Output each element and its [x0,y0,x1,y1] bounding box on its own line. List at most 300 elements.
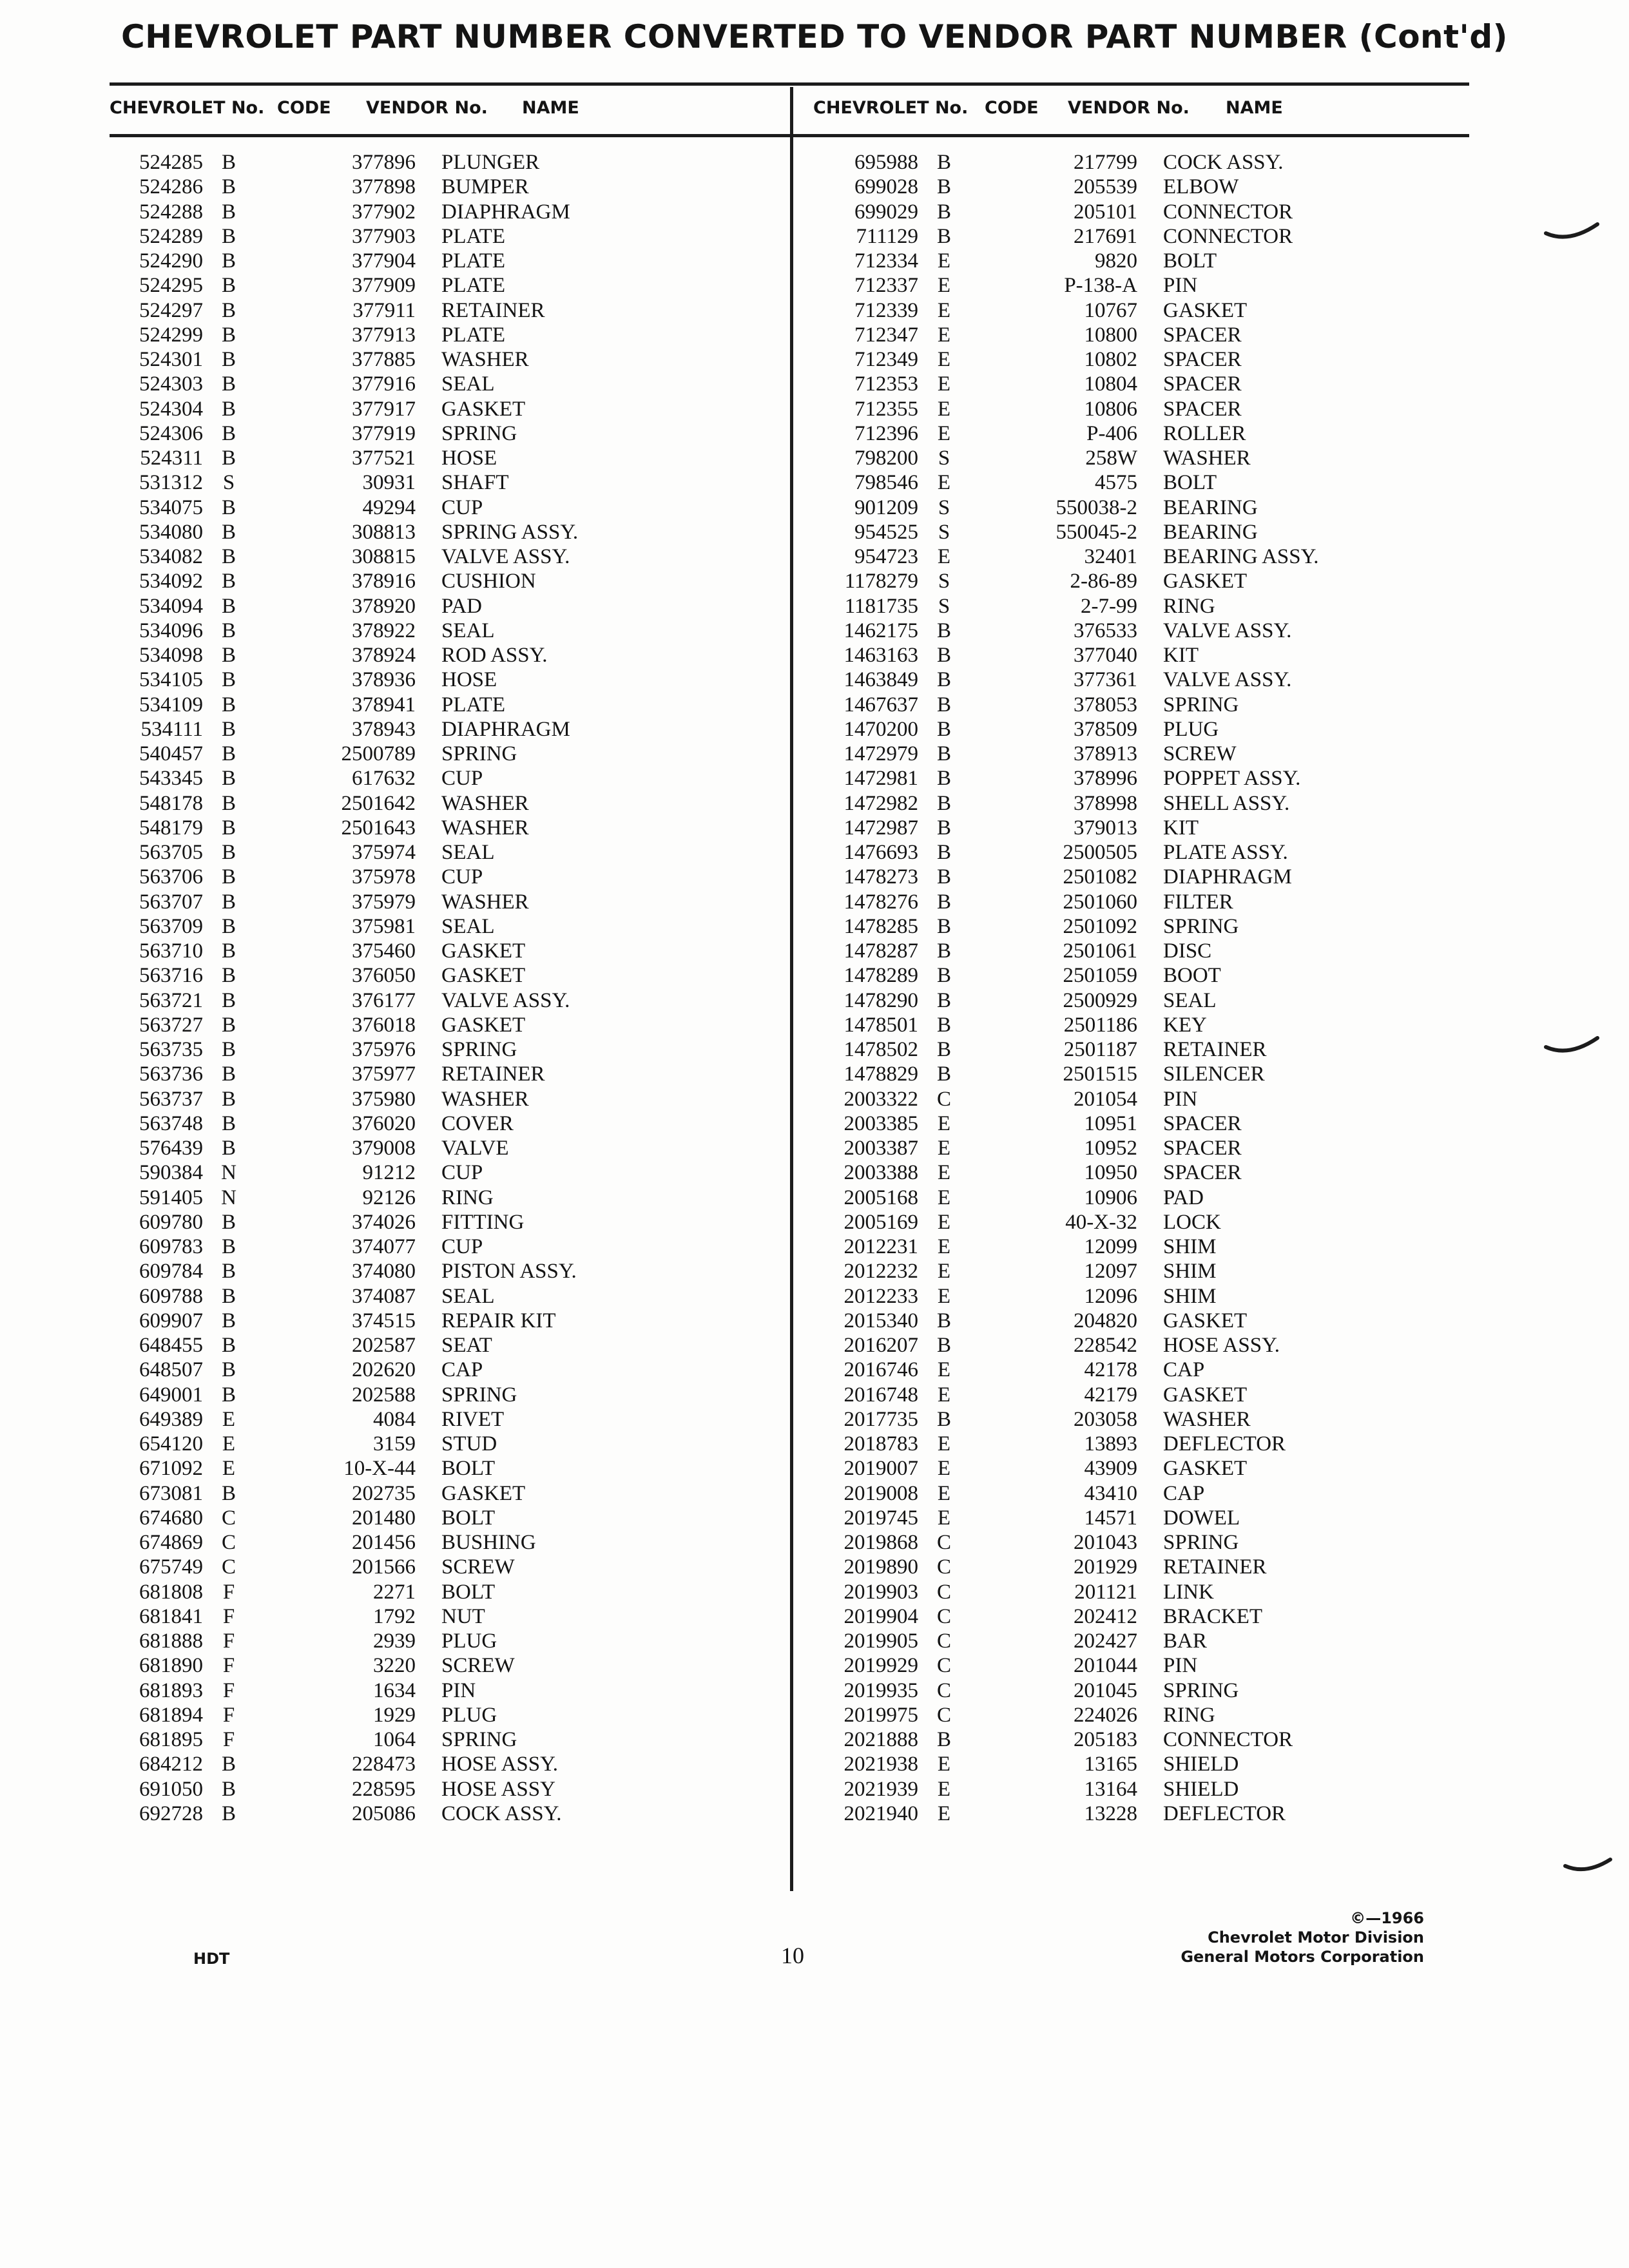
code-cell: N [221,1161,236,1185]
vendor-number: 49294 [362,495,416,519]
vendor-number: 13164 [1084,1777,1137,1801]
vendor-number: 375978 [352,865,416,889]
code-cell: B [221,175,236,199]
chevrolet-number: 649001 [139,1383,203,1407]
code-cell: E [937,249,951,273]
chevrolet-number: 1472987 [843,816,918,840]
code-cell: E [937,1383,951,1407]
part-name: WASHER [441,791,529,815]
chevrolet-number: 699029 [854,200,918,224]
chevrolet-number: 695988 [854,151,918,174]
part-name: ELBOW [1163,175,1239,199]
part-name: PLATE [441,224,505,248]
chevrolet-number: 1462175 [843,619,918,642]
chevrolet-number: 534080 [139,520,203,544]
header-vendor-no: VENDOR No. [1068,98,1190,118]
vendor-number: 374077 [352,1235,416,1258]
part-name: RETAINER [1163,1038,1267,1061]
chevrolet-number: 2019008 [843,1481,918,1505]
part-name: COCK ASSY. [1163,151,1284,174]
vendor-number: 377898 [352,175,416,199]
vendor-number: 378920 [352,594,416,618]
vendor-number: 228595 [352,1777,416,1801]
part-name: SEAL [441,372,495,396]
part-name: SEAL [1163,988,1217,1012]
code-cell: E [937,545,951,568]
part-name: WASHER [441,816,529,840]
vendor-number: 2501642 [341,791,416,815]
vendor-number: 201456 [352,1531,416,1554]
code-cell: C [936,1703,951,1727]
vendor-number: 2271 [373,1580,416,1604]
chevrolet-number: 2016748 [843,1383,918,1407]
part-name: DISC [1163,939,1212,963]
code-cell: C [936,1604,951,1628]
vendor-number: 2501060 [1063,890,1137,914]
part-name: HOSE ASSY [441,1777,555,1801]
code-cell: B [936,865,951,889]
chevrolet-number: 901209 [854,495,918,519]
vendor-number: 258W [1085,447,1137,470]
code-cell: B [221,421,236,445]
part-name: PIN [1163,1654,1198,1678]
part-name: PLUG [1163,717,1219,741]
part-name: DOWEL [1163,1506,1240,1530]
vendor-number: 228542 [1074,1334,1137,1357]
vendor-number: 378913 [1074,742,1137,765]
code-cell: B [936,1334,951,1357]
chevrolet-number: 2003385 [843,1111,918,1135]
vendor-number: 2500789 [341,742,416,765]
code-cell: E [937,1111,951,1135]
vendor-number: 13893 [1084,1432,1137,1456]
code-cell: E [937,274,951,298]
part-name: SEAT [441,1334,492,1357]
chevrolet-number: 1178279 [844,570,918,593]
part-name: FILTER [1163,890,1233,914]
chevrolet-number: 543345 [139,767,203,791]
code-cell: E [937,1432,951,1456]
part-name: CAP [1163,1481,1205,1505]
chevrolet-number: 524301 [139,348,203,371]
part-name: SHIM [1163,1284,1217,1308]
chevrolet-number: 712349 [854,348,918,371]
part-name: SPRING [1163,1678,1239,1702]
vendor-number: 202620 [352,1358,416,1382]
vendor-number: 217691 [1074,224,1137,248]
part-name: BOLT [1163,249,1217,273]
vendor-number: 202588 [352,1383,416,1407]
code-cell: N [221,1186,236,1209]
chevrolet-number: 524303 [139,372,203,396]
vendor-number: 40-X-32 [1065,1210,1137,1234]
chevrolet-number: 681888 [139,1629,203,1653]
code-cell: B [221,939,236,963]
chevrolet-number: 681894 [139,1703,203,1727]
chevrolet-number: 2015340 [843,1309,918,1332]
part-name: CUSHION [441,570,536,593]
chevrolet-number: 524304 [139,397,203,421]
chevrolet-number: 712337 [854,274,918,298]
code-cell: E [937,1506,951,1530]
chevrolet-number: 524311 [140,447,203,470]
code-cell: C [221,1506,236,1530]
part-name: RING [1163,1703,1215,1727]
chevrolet-number: 1478289 [843,964,918,988]
part-name: SHAFT [441,471,509,495]
part-name: RETAINER [441,1062,545,1086]
code-cell: B [221,397,236,421]
chevrolet-number: 681895 [139,1728,203,1751]
chevrolet-number: 609907 [139,1309,203,1332]
part-name: BUMPER [441,175,529,199]
part-name: BOOT [1163,964,1221,988]
part-name: GASKET [1163,570,1248,593]
chevrolet-number: 649389 [139,1407,203,1431]
part-name: BOLT [441,1580,496,1604]
vendor-number: 378509 [1074,717,1137,741]
part-name: SPRING [1163,693,1239,716]
vendor-number: 91212 [362,1161,416,1185]
vendor-number: 201566 [352,1555,416,1579]
chevrolet-number: 2019975 [843,1703,918,1727]
part-name: SCREW [441,1654,515,1678]
vendor-number: 204820 [1074,1309,1137,1332]
chevrolet-number: 563735 [139,1038,203,1061]
code-cell: F [222,1604,235,1628]
code-cell: B [221,742,236,765]
vendor-number: 2-7-99 [1081,594,1137,618]
code-cell: E [937,1753,951,1776]
vendor-number: 377040 [1074,644,1137,667]
code-cell: C [936,1531,951,1554]
vendor-number: 2500505 [1063,841,1137,864]
vendor-number: 2-86-89 [1070,570,1137,593]
vendor-number: 376050 [352,964,416,988]
part-name: SPRING [441,421,517,445]
chevrolet-number: 681841 [139,1604,203,1628]
chevrolet-number: 712396 [854,421,918,445]
vendor-number: P-406 [1086,421,1137,445]
chevrolet-number: 534075 [139,495,203,519]
part-name: RETAINER [1163,1555,1267,1579]
vendor-number: 377896 [352,151,416,174]
code-cell: S [938,495,950,519]
part-name: PLATE [441,323,505,347]
vendor-number: 1792 [373,1604,416,1628]
vendor-number: 201121 [1074,1580,1137,1604]
chevrolet-number: 1478285 [843,914,918,938]
part-name: LOCK [1163,1210,1221,1234]
code-cell: B [221,964,236,988]
part-name: VALVE ASSY. [1163,619,1292,642]
header-vendor-no: VENDOR No. [366,98,488,118]
chevrolet-number: 1472981 [843,767,918,791]
chevrolet-number: 712339 [854,298,918,322]
chevrolet-number: 648507 [139,1358,203,1382]
vendor-number: 202412 [1074,1604,1137,1628]
vendor-number: 374080 [352,1260,416,1283]
chevrolet-number: 534082 [139,545,203,568]
code-cell: E [937,1284,951,1308]
vendor-number: 202587 [352,1334,416,1357]
vendor-number: 224026 [1074,1703,1137,1727]
code-cell: B [221,520,236,544]
vendor-number: 2501187 [1063,1038,1137,1061]
code-cell: B [936,791,951,815]
code-cell: B [221,348,236,371]
chevrolet-number: 1478502 [843,1038,918,1061]
chevrolet-number: 534098 [139,644,203,667]
code-cell: B [936,1062,951,1086]
chevrolet-number: 534109 [139,693,203,716]
vendor-number: 377885 [352,348,416,371]
vendor-number: 3220 [373,1654,416,1678]
part-name: BEARING ASSY. [1163,545,1319,568]
code-cell: S [938,447,950,470]
code-cell: E [937,1186,951,1209]
code-cell: F [222,1580,235,1604]
part-name: PLUG [441,1703,497,1727]
chevrolet-number: 1472982 [843,791,918,815]
code-cell: B [221,1777,236,1801]
part-name: POPPET ASSY. [1163,767,1301,791]
part-name: HOSE ASSY. [1163,1334,1280,1357]
chevrolet-number: 1463163 [843,644,918,667]
vendor-number: 4575 [1095,471,1137,495]
part-name: CUP [441,767,483,791]
code-cell: E [937,323,951,347]
vendor-number: 32401 [1084,545,1137,568]
code-cell: B [221,323,236,347]
vendor-number: 30931 [362,471,416,495]
chevrolet-number: 954723 [854,545,918,568]
chevrolet-number: 2019929 [843,1654,918,1678]
part-name: PIN [1163,274,1198,298]
code-cell: E [222,1457,236,1481]
vendor-number: 379008 [352,1137,416,1160]
code-cell: E [937,1210,951,1234]
corporation-name: General Motors Corporation [1181,1948,1424,1966]
part-name: GASKET [441,964,526,988]
chevrolet-number: 2019868 [843,1531,918,1554]
chevrolet-number: 673081 [139,1481,203,1505]
chevrolet-number: 2003322 [843,1087,918,1111]
vendor-number: 377902 [352,200,416,224]
vendor-number: 377913 [352,323,416,347]
chevrolet-number: 563706 [139,865,203,889]
part-name: GASKET [441,1013,526,1037]
code-cell: B [936,1309,951,1332]
chevrolet-number: 2012231 [843,1235,918,1258]
part-name: SPRING [441,742,517,765]
chevrolet-number: 1478501 [843,1013,918,1037]
part-name: GASKET [441,939,526,963]
part-name: REPAIR KIT [441,1309,556,1332]
chevrolet-number: 1463849 [843,668,918,692]
vendor-number: 2501059 [1063,964,1137,988]
vendor-number: 13165 [1084,1753,1137,1776]
vendor-number: 2939 [373,1629,416,1653]
vendor-number: 376533 [1074,619,1137,642]
chevrolet-number: 524290 [139,249,203,273]
vendor-number: 375981 [352,914,416,938]
part-name: ROLLER [1163,421,1246,445]
chevrolet-number: 674869 [139,1531,203,1554]
chevrolet-number: 1478287 [843,939,918,963]
code-cell: B [221,890,236,914]
code-cell: B [221,767,236,791]
chevrolet-number: 2019745 [843,1506,918,1530]
margin-mark [1543,1034,1601,1060]
chevrolet-number: 681893 [139,1678,203,1702]
code-cell: C [936,1654,951,1678]
chevrolet-number: 798200 [854,447,918,470]
footer-code: HDT [193,1950,230,1968]
chevrolet-number: 531312 [139,471,203,495]
vendor-number: 375979 [352,890,416,914]
vendor-number: 201054 [1074,1087,1137,1111]
vendor-number: 308815 [352,545,416,568]
header-chevrolet-no: CHEVROLET No. [813,98,969,118]
chevrolet-number: 563709 [139,914,203,938]
vendor-number: 376177 [352,988,416,1012]
vendor-number: 10950 [1084,1161,1137,1185]
header-rule [110,134,1469,137]
chevrolet-number: 1478829 [843,1062,918,1086]
part-name: GASKET [1163,1309,1248,1332]
code-cell: F [222,1629,235,1653]
code-cell: E [937,397,951,421]
chevrolet-number: 534094 [139,594,203,618]
vendor-number: 43909 [1084,1457,1137,1481]
part-name: VALVE [441,1137,509,1160]
vendor-number: 217799 [1074,151,1137,174]
code-cell: B [221,1309,236,1332]
chevrolet-number: 2021939 [843,1777,918,1801]
part-name: SEAL [441,914,495,938]
code-cell: F [222,1654,235,1678]
part-name: COCK ASSY. [441,1802,562,1825]
code-cell: C [936,1580,951,1604]
code-cell: B [221,791,236,815]
code-cell: F [222,1728,235,1751]
copyright: ©—1966 [1350,1909,1424,1927]
chevrolet-number: 1476693 [843,841,918,864]
part-name: GASKET [1163,298,1248,322]
vendor-number: 202735 [352,1481,416,1505]
part-name: SPACER [1163,1161,1242,1185]
part-name: CONNECTOR [1163,1728,1293,1751]
vendor-number: 377916 [352,372,416,396]
part-name: WASHER [1163,1407,1251,1431]
chevrolet-number: 590384 [139,1161,203,1185]
chevrolet-number: 524306 [139,421,203,445]
code-cell: B [221,1013,236,1037]
chevrolet-number: 2012232 [843,1260,918,1283]
code-cell: B [221,495,236,519]
code-cell: B [936,1728,951,1751]
chevrolet-number: 524297 [139,298,203,322]
vendor-number: 376020 [352,1111,416,1135]
code-cell: B [936,693,951,716]
vendor-number: 377361 [1074,668,1137,692]
chevrolet-number: 534096 [139,619,203,642]
code-cell: B [221,545,236,568]
code-cell: B [221,1753,236,1776]
vendor-number: 201929 [1074,1555,1137,1579]
code-cell: B [936,224,951,248]
chevrolet-number: 2019935 [843,1678,918,1702]
part-name: DEFLECTOR [1163,1802,1286,1825]
chevrolet-number: 2005169 [843,1210,918,1234]
vendor-number: 2500929 [1063,988,1137,1012]
chevrolet-number: 2003387 [843,1137,918,1160]
part-name: STUD [441,1432,497,1456]
vendor-number: 10800 [1084,323,1137,347]
part-name: PLUNGER [441,151,540,174]
chevrolet-number: 524289 [139,224,203,248]
code-cell: B [221,693,236,716]
chevrolet-number: 648455 [139,1334,203,1357]
chevrolet-number: 699028 [854,175,918,199]
chevrolet-number: 1470200 [843,717,918,741]
part-name: SILENCER [1163,1062,1265,1086]
chevrolet-number: 2021938 [843,1753,918,1776]
part-name: BAR [1163,1629,1207,1653]
chevrolet-number: 524288 [139,200,203,224]
chevrolet-number: 2019904 [843,1604,918,1628]
code-cell: B [936,742,951,765]
code-cell: E [937,421,951,445]
chevrolet-number: 563737 [139,1087,203,1111]
part-name: WASHER [1163,447,1251,470]
part-name: SPRING [441,1038,517,1061]
code-cell: B [936,988,951,1012]
vendor-number: 10952 [1084,1137,1137,1160]
code-cell: E [937,1481,951,1505]
part-name: RING [441,1186,494,1209]
page-title: CHEVROLET PART NUMBER CONVERTED TO VENDOR PART NUMBER (Cont'd) [120,18,1509,55]
code-cell: B [221,200,236,224]
chevrolet-number: 563716 [139,964,203,988]
vendor-number: 42179 [1084,1383,1137,1407]
code-cell: B [221,594,236,618]
vendor-number: 377521 [352,447,416,470]
vendor-number: 14571 [1084,1506,1137,1530]
code-cell: B [936,151,951,174]
code-cell: E [937,1802,951,1825]
code-cell: B [936,939,951,963]
code-cell: B [936,668,951,692]
vendor-number: 550038-2 [1055,495,1137,519]
vendor-number: 375460 [352,939,416,963]
code-cell: C [936,1678,951,1702]
chevrolet-number: 712347 [854,323,918,347]
code-cell: B [221,298,236,322]
vendor-number: 378053 [1074,693,1137,716]
code-cell: S [938,520,950,544]
vendor-number: 10767 [1084,298,1137,322]
part-name: SPACER [1163,397,1242,421]
vendor-number: 375974 [352,841,416,864]
code-cell: B [936,964,951,988]
part-name: BOLT [441,1457,496,1481]
chevrolet-number: 524285 [139,151,203,174]
part-name: GASKET [441,397,526,421]
code-cell: B [221,1111,236,1135]
part-name: BUSHING [441,1531,536,1554]
